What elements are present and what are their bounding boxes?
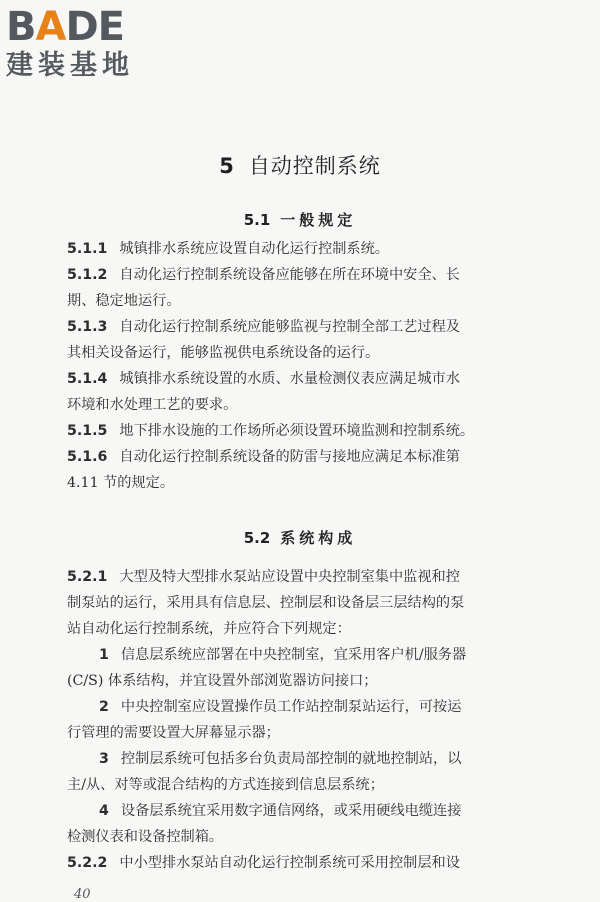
- list-item-continuation: 检测仪表和设备控制箱。: [67, 829, 224, 845]
- clause-continuation: 站自动化运行控制系统，并应符合下列规定：: [67, 621, 351, 637]
- clause-first-line: 5.1.3 自动化运行控制系统应能够监视与控制全部工艺过程及: [67, 319, 460, 335]
- clause-first-line: 5.1.6 自动化运行控制系统设备的防雷与接地应满足本标准第: [67, 449, 460, 465]
- clause-first-line: 5.2.2 中小型排水泵站自动化运行控制系统可采用控制层和设: [67, 855, 460, 871]
- clause-continuation: 环境和水处理工艺的要求。: [67, 397, 238, 413]
- list-item-first-line: 3 控制层系统可包括多台负责局部控制的就地控制站，以: [99, 751, 462, 767]
- clause-continuation: 4.11 节的规定。: [67, 475, 175, 491]
- section-heading-5-2: 5.2 系统构成: [243, 529, 357, 547]
- list-item-continuation: (C/S) 体系结构，并宜设置外部浏览器访问接口；: [67, 673, 378, 689]
- list-item-first-line: 2 中央控制室应设置操作员工作站控制泵站运行，可按运: [99, 699, 462, 715]
- bade-logo: [6, 6, 176, 82]
- section-5-1-body: [67, 236, 545, 496]
- section-5-2-body: [67, 564, 545, 876]
- clause-continuation: 制泵站的运行，采用具有信息层、控制层和设备层三层结构的泵: [67, 595, 465, 611]
- list-item-continuation: 主/从、对等或混合结构的方式连接到信息层系统；: [67, 777, 384, 793]
- clause-first-line: 5.1.1 城镇排水系统应设置自动化运行控制系统。: [67, 241, 389, 257]
- page-number: 40: [74, 887, 91, 902]
- clause-continuation: 其相关设备运行，能够监视供电系统设备的运行。: [67, 345, 380, 361]
- logo-subtitle: 建装基地: [6, 50, 134, 81]
- list-item-first-line: 1 信息层系统应部署在中央控制室，宜采用客户机/服务器: [99, 647, 467, 663]
- list-item-first-line: 4 设备层系统宜采用数字通信网络，或采用硬线电缆连接: [99, 803, 462, 819]
- chapter-title: 自动控制系统: [248, 154, 381, 178]
- section-heading-5-1: 5.1 一般规定: [243, 211, 357, 229]
- clause-first-line: 5.2.1 大型及特大型排水泵站应设置中央控制室集中监视和控: [67, 569, 460, 585]
- list-item-continuation: 行管理的需要设置大屏幕显示器；: [67, 725, 280, 741]
- clause-continuation: 期、稳定地运行。: [67, 293, 181, 309]
- clause-first-line: 5.1.5 地下排水设施的工作场所必须设置环境监测和控制系统。: [67, 423, 475, 439]
- clause-first-line: 5.1.2 自动化运行控制系统设备应能够在所在环境中安全、长: [67, 267, 460, 283]
- chapter-number: 5: [219, 154, 235, 178]
- chapter-heading: [0, 150, 600, 180]
- clause-first-line: 5.1.4 城镇排水系统设置的水质、水量检测仪表应满足城市水: [67, 371, 460, 387]
- logo-wordmark: BADE: [6, 4, 124, 50]
